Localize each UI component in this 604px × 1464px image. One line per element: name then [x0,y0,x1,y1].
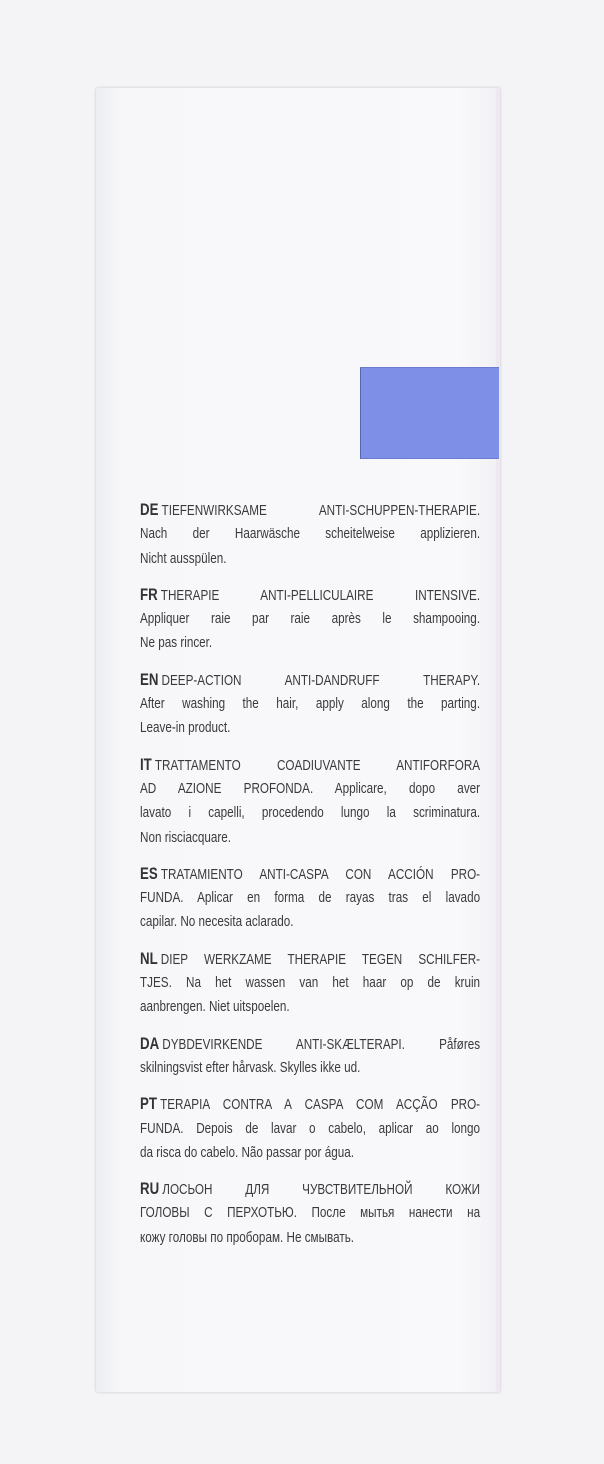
line-text: ЛОСЬОН ДЛЯ ЧУВСТВИТЕЛЬНОЙ КОЖИ [162,1181,481,1199]
instruction-en [140,668,480,741]
instruction-de [140,498,480,571]
instruction-line [140,522,480,546]
line-text: skilningsvist efter hårvask. Skylles ikke ud. [140,1058,361,1076]
instruction-line [140,607,480,631]
instruction-line [140,947,480,971]
instruction-line [140,910,480,934]
language-code: IT [140,754,152,774]
instruction-line [140,498,480,522]
language-code: DE [140,500,159,519]
line-text: Ne pas rincer. [140,634,213,652]
line-text: THERAPIE ANTI-PELLICULAIRE INTENSIVE. [160,586,481,604]
line-text: DEEP-ACTION ANTI-DANDRUFF THERAPY. [161,671,481,689]
line-text: AD AZIONE PROFONDA. Applicare, dopo aver [140,779,481,797]
line-text: After washing the hair, apply along the parting. [140,695,481,713]
product-box-side [96,88,500,1392]
language-code: RU [140,1179,160,1199]
instruction-line [140,1056,480,1080]
instruction-line [140,583,480,607]
line-text: da risca do cabelo. Não passar por água. [140,1143,354,1161]
line-text: capilar. No necesita aclarado. [140,913,294,931]
language-code: NL [140,948,158,968]
language-code: DA [140,1033,160,1053]
instruction-line [140,1117,480,1141]
instruction-line [140,1201,480,1225]
line-text: FUNDA. Aplicar en forma de rayas tras el lavado [140,889,481,907]
instruction-line [140,1032,480,1056]
language-code: FR [140,584,158,604]
instruction-line [140,1226,480,1250]
line-text: aanbrengen. Niet uitspoelen. [140,998,290,1016]
line-text: FUNDA. Depois de lavar o cabelo, aplicar ao longo [140,1119,481,1137]
instruction-line [140,777,480,801]
line-text: Nicht ausspülen. [140,549,227,567]
instruction-it [140,753,480,850]
language-code: PT [140,1094,157,1114]
line-text: TJES. Na het wassen van het haar op de kruin [140,974,481,992]
instruction-line [140,886,480,910]
line-text: TRATAMIENTO ANTI-CASPA CON ACCIÓN PRO- [160,865,481,883]
instruction-fr [140,583,480,656]
language-code: ES [140,863,158,883]
language-code: EN [140,669,159,689]
line-text: TRATTAMENTO COADIUVANTE ANTIFORFORA [154,756,481,774]
instruction-line [140,971,480,995]
multilingual-instructions [140,498,480,1262]
instruction-line [140,1177,480,1201]
instruction-line [140,692,480,716]
line-text: Nach der Haarwäsche scheitelweise applizieren. [140,525,481,543]
line-text: Leave-in product. [140,719,231,737]
instruction-line [140,826,480,850]
instruction-ru [140,1177,480,1250]
line-text: Appliquer raie par raie après le shampooing. [140,610,481,628]
line-text: DYBDEVIRKENDE ANTI-SKÆLTERAPI. Påføres [162,1035,481,1053]
instruction-line [140,668,480,692]
line-text: ГОЛОВЫ С ПЕРХОТЬЮ. После мытья нанести на [140,1204,481,1222]
instruction-es [140,862,480,935]
line-text: TIEFENWIRKSAME ANTI-SCHUPPEN-THERAPIE. [161,502,481,519]
line-text: TERAPIA CONTRA A CASPA COM ACÇÃO PRO- [160,1096,481,1114]
instruction-line [140,547,480,571]
instruction-pt [140,1092,480,1165]
instruction-line [140,753,480,777]
box-edge [496,88,500,1392]
instruction-line [140,995,480,1019]
blue-color-band [360,367,499,459]
instruction-line [140,1141,480,1165]
instruction-line [140,862,480,886]
instruction-line [140,716,480,740]
line-text: lavato i capelli, procedendo lungo la scriminatura. [140,804,481,822]
line-text: кожу головы по проборам. Не смывать. [140,1228,355,1246]
line-text: Non risciacquare. [140,828,232,846]
instruction-da [140,1032,480,1081]
line-text: DIEP WERKZAME THERAPIE TEGEN SCHILFER- [160,950,481,968]
instruction-line [140,1092,480,1116]
instruction-line [140,801,480,825]
instruction-nl [140,947,480,1020]
instruction-line [140,631,480,655]
